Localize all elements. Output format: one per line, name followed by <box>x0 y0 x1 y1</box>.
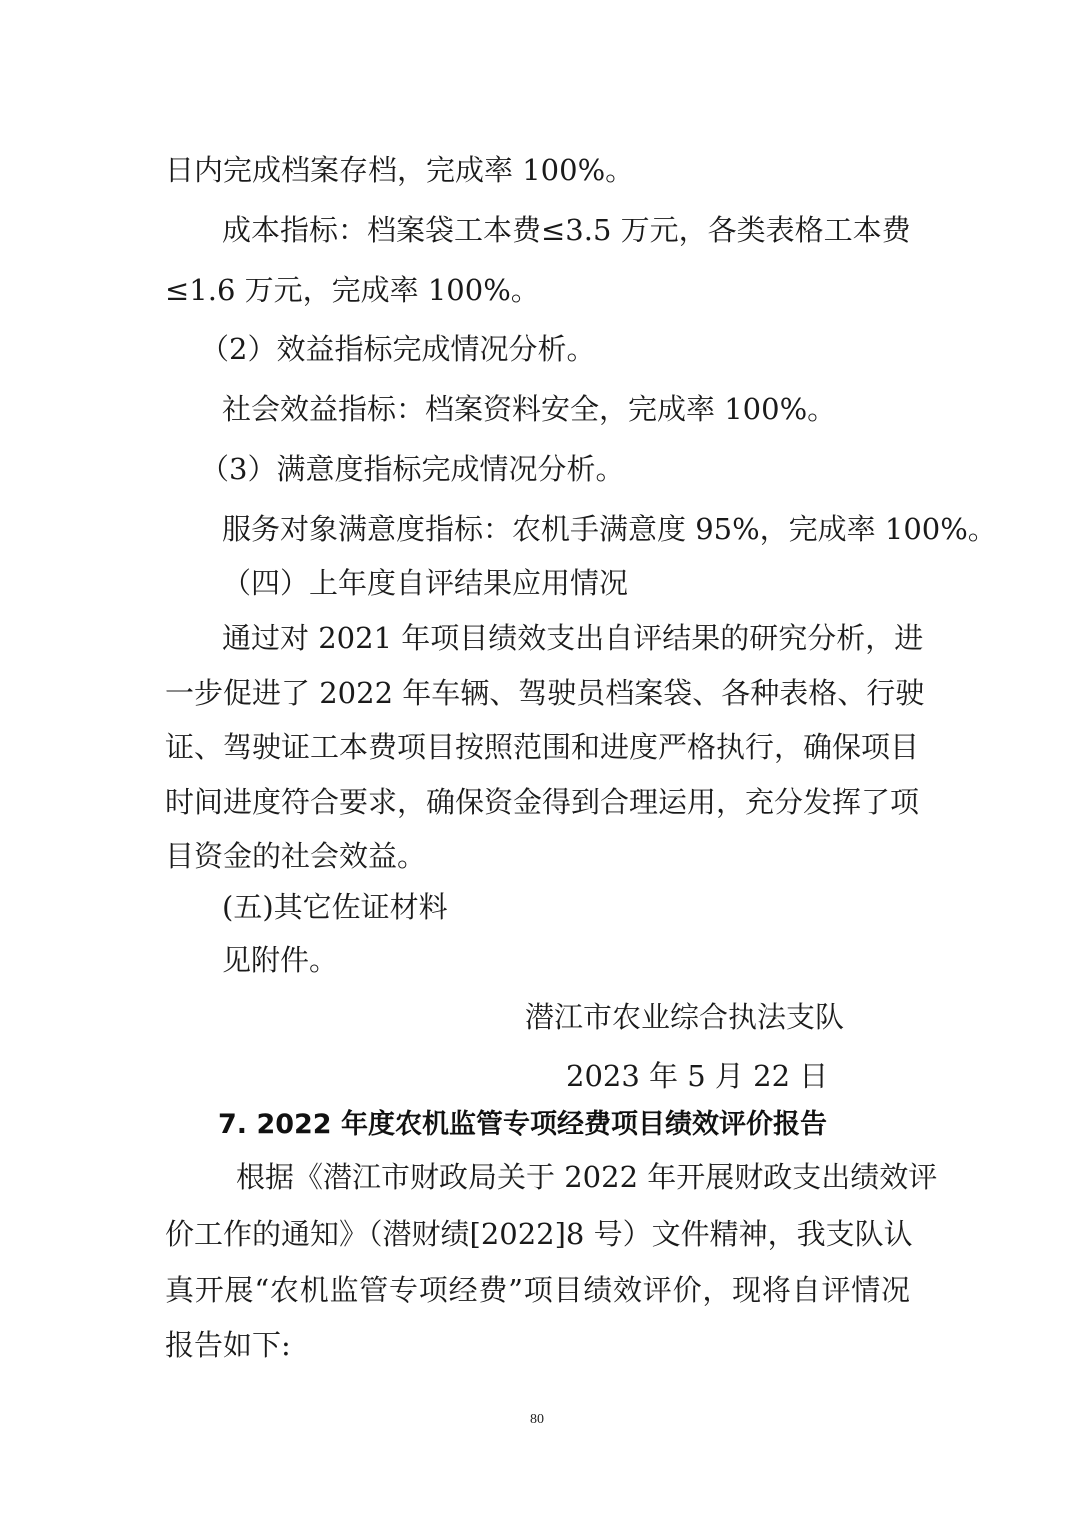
signature-org: 潜江市农业综合执法支队 <box>525 1000 845 1034</box>
text-line: 服务对象满意度指标：农机手满意度 95%，完成率 100%。 <box>222 512 997 546</box>
text-line: 价工作的通知》（潜财绩[2022]8 号）文件精神，我支队认 <box>165 1217 913 1251</box>
text-line: 日内完成档案存档，完成率 100%。 <box>165 153 635 187</box>
text-line: 成本指标：档案袋工本费≤3.5 万元，各类表格工本费 <box>222 213 911 247</box>
subsection-title: （四）上年度自评结果应用情况 <box>222 566 629 600</box>
text-line: 通过对 2021 年项目绩效支出自评结果的研究分析，进 <box>222 621 924 655</box>
signature-date: 2023 年 5 月 22 日 <box>566 1059 829 1093</box>
text-line: 真开展“农机监管专项经费”项目绩效评价，现将自评情况 <box>165 1273 910 1307</box>
page-number: 80 <box>530 1412 544 1427</box>
text-line: 见附件。 <box>222 943 339 977</box>
text-line: （3）满意度指标完成情况分析。 <box>200 452 625 486</box>
section-heading: 7. 2022 年度农机监管专项经费项目绩效评价报告 <box>218 1109 827 1140</box>
text-line: 时间进度符合要求，确保资金得到合理运用，充分发挥了项 <box>165 785 920 819</box>
text-line: 目资金的社会效益。 <box>165 839 427 873</box>
text-line: 报告如下: <box>165 1328 291 1362</box>
text-line: 证、驾驶证工本费项目按照范围和进度严格执行，确保项目 <box>165 730 920 764</box>
text-line: 根据《潜江市财政局关于 2022 年开展财政支出绩效评 <box>236 1160 938 1194</box>
text-line: 一步促进了 2022 年车辆、驾驶员档案袋、各种表格、行驶 <box>165 676 925 710</box>
subsection-title: (五)其它佐证材料 <box>222 890 448 924</box>
text-line: 社会效益指标：档案资料安全，完成率 100%。 <box>222 392 837 426</box>
text-line: ≤1.6 万元，完成率 100%。 <box>165 273 540 307</box>
text-line: （2）效益指标完成情况分析。 <box>200 332 596 366</box>
